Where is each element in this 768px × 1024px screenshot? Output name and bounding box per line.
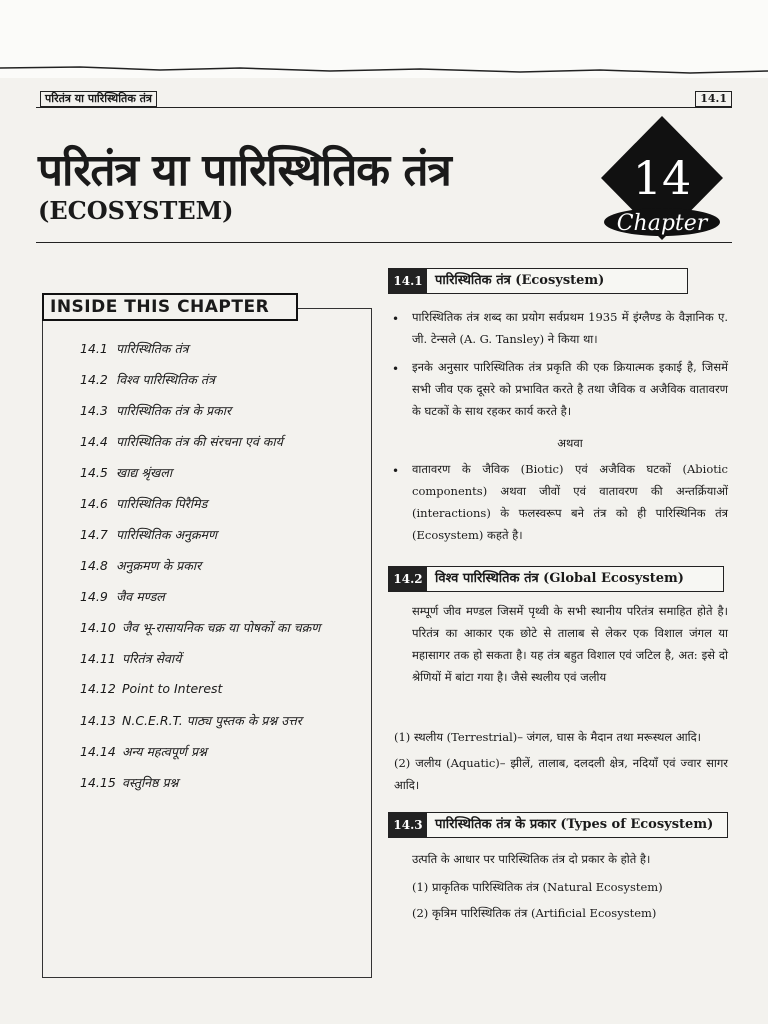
toc-item: 14.8 अनुक्रमण के प्रकार <box>80 558 202 573</box>
paragraph: उत्पति के आधार पर पारिस्थितिक तंत्र दो प्रकार के होते है। <box>412 852 651 866</box>
paragraph: इनके अनुसार पारिस्थितिक तंत्र प्रकृति की एक क्रियात्मक इकाई है, जिसमें सभी जीव एक दूसरे को प्रभावित करते है तथा जैविक व अजैविक वातावरण के घटकों के साथ रहकर कार्य करते है। <box>412 360 728 418</box>
toc-item: 14.7 पारिस्थितिक अनुक्रमण <box>80 527 218 542</box>
inside-chapter-heading: INSIDE THIS CHAPTER <box>42 293 298 321</box>
section-heading-14-3: 14.3 पारिस्थितिक तंत्र के प्रकार (Types of Ecosystem) <box>388 812 728 838</box>
list-item: (2) कृत्रिम पारिस्थितिक तंत्र (Artificial Ecosystem) <box>412 906 657 920</box>
toc-item: 14.12 Point to Interest <box>80 681 223 696</box>
section-heading-14-1: 14.1 पारिस्थितिक तंत्र (Ecosystem) <box>388 268 688 294</box>
toc-item: 14.1 पारिस्थितिक तंत्र <box>80 341 189 356</box>
toc-item: 14.2 विश्व पारिस्थितिक तंत्र <box>80 372 215 387</box>
list-item: (2) जलीय (Aquatic)– झीलें, तालाब, दलदली क्षेत्र, नदियाँ एवं ज्वार सागर आदि। <box>394 756 728 792</box>
chapter-number: 14 <box>632 151 692 205</box>
chapter-title-hindi: परितंत्र या पारिस्थितिक तंत्र <box>38 145 451 196</box>
toc-item: 14.10 जैव भू-रासायनिक चक्र या पोषकों का चक्रण <box>80 620 321 635</box>
page-section-number: 14.1 <box>695 91 732 107</box>
chapter-title-english: (ECOSYSTEM) <box>38 196 234 225</box>
chapter-label: Chapter <box>616 211 708 236</box>
toc-item: 14.11 परितंत्र सेवायें <box>80 651 182 666</box>
toc-item: 14.9 जैव मण्डल <box>80 589 165 604</box>
list-item: (1) प्राकृतिक पारिस्थितिक तंत्र (Natural Ecosystem) <box>412 880 663 894</box>
toc-item: 14.4 पारिस्थितिक तंत्र की संरचना एवं कार्य <box>80 434 283 449</box>
or-separator: अथवा <box>557 436 583 450</box>
table-of-contents <box>80 340 370 805</box>
running-title: परितंत्र या पारिस्थितिक तंत्र <box>40 91 157 107</box>
toc-item: 14.13 N.C.E.R.T. पाठ्य पुस्तक के प्रश्न उत्तर <box>80 713 302 728</box>
section-heading-14-2: 14.2 विश्व पारिस्थितिक तंत्र (Global Ecosystem) <box>388 566 724 592</box>
paragraph: पारिस्थितिक तंत्र शब्द का प्रयोग सर्वप्रथम 1935 में इंग्लैण्ड के वैज्ञानिक ए. जी. टेन्सले (A. G. Tansley) ने किया था। <box>412 310 728 346</box>
torn-edge <box>0 62 768 76</box>
toc-item: 14.3 पारिस्थितिक तंत्र के प्रकार <box>80 403 232 418</box>
list-item: (1) स्थलीय (Terrestrial)– जंगल, घास के मैदान तथा मरूस्थल आदि। <box>394 730 702 744</box>
bullet: • <box>392 362 400 376</box>
toc-item: 14.14 अन्य महत्वपूर्ण प्रश्न <box>80 744 207 759</box>
bullet: • <box>392 312 400 326</box>
chapter-badge <box>597 114 727 246</box>
bullet: • <box>392 464 400 478</box>
paragraph: वातावरण के जैविक (Biotic) एवं अजैविक घटकों (Abiotic components) अथवा जीवों एवं वातावरण की अन्तर्क्रियाओं (interactions) के फलस्वरूप बने तंत्र को ही पारिस्थिनिक तंत्र (Ecosystem) कहते है। <box>412 462 728 542</box>
toc-item: 14.6 पारिस्थितिक पिरैमिड <box>80 496 208 511</box>
toc-item: 14.5 खाद्य श्रृंखला <box>80 465 173 480</box>
toc-item: 14.15 वस्तुनिष्ठ प्रश्न <box>80 775 179 790</box>
running-header <box>36 91 732 108</box>
paragraph: सम्पूर्ण जीव मण्डल जिसमें पृथ्वी के सभी स्थानीय परितंत्र समाहित होते है। परितंत्र का आकार एक छोटे से तालाब से लेकर एक विशाल जंगल या महासागर तक हो सकता है। यह तंत्र बहुत विशाल एवं जटिल है, अत: इसे दो श्रेणियों में बांटा गया है। जैसे स्थलीय एवं जलीय <box>412 604 728 684</box>
